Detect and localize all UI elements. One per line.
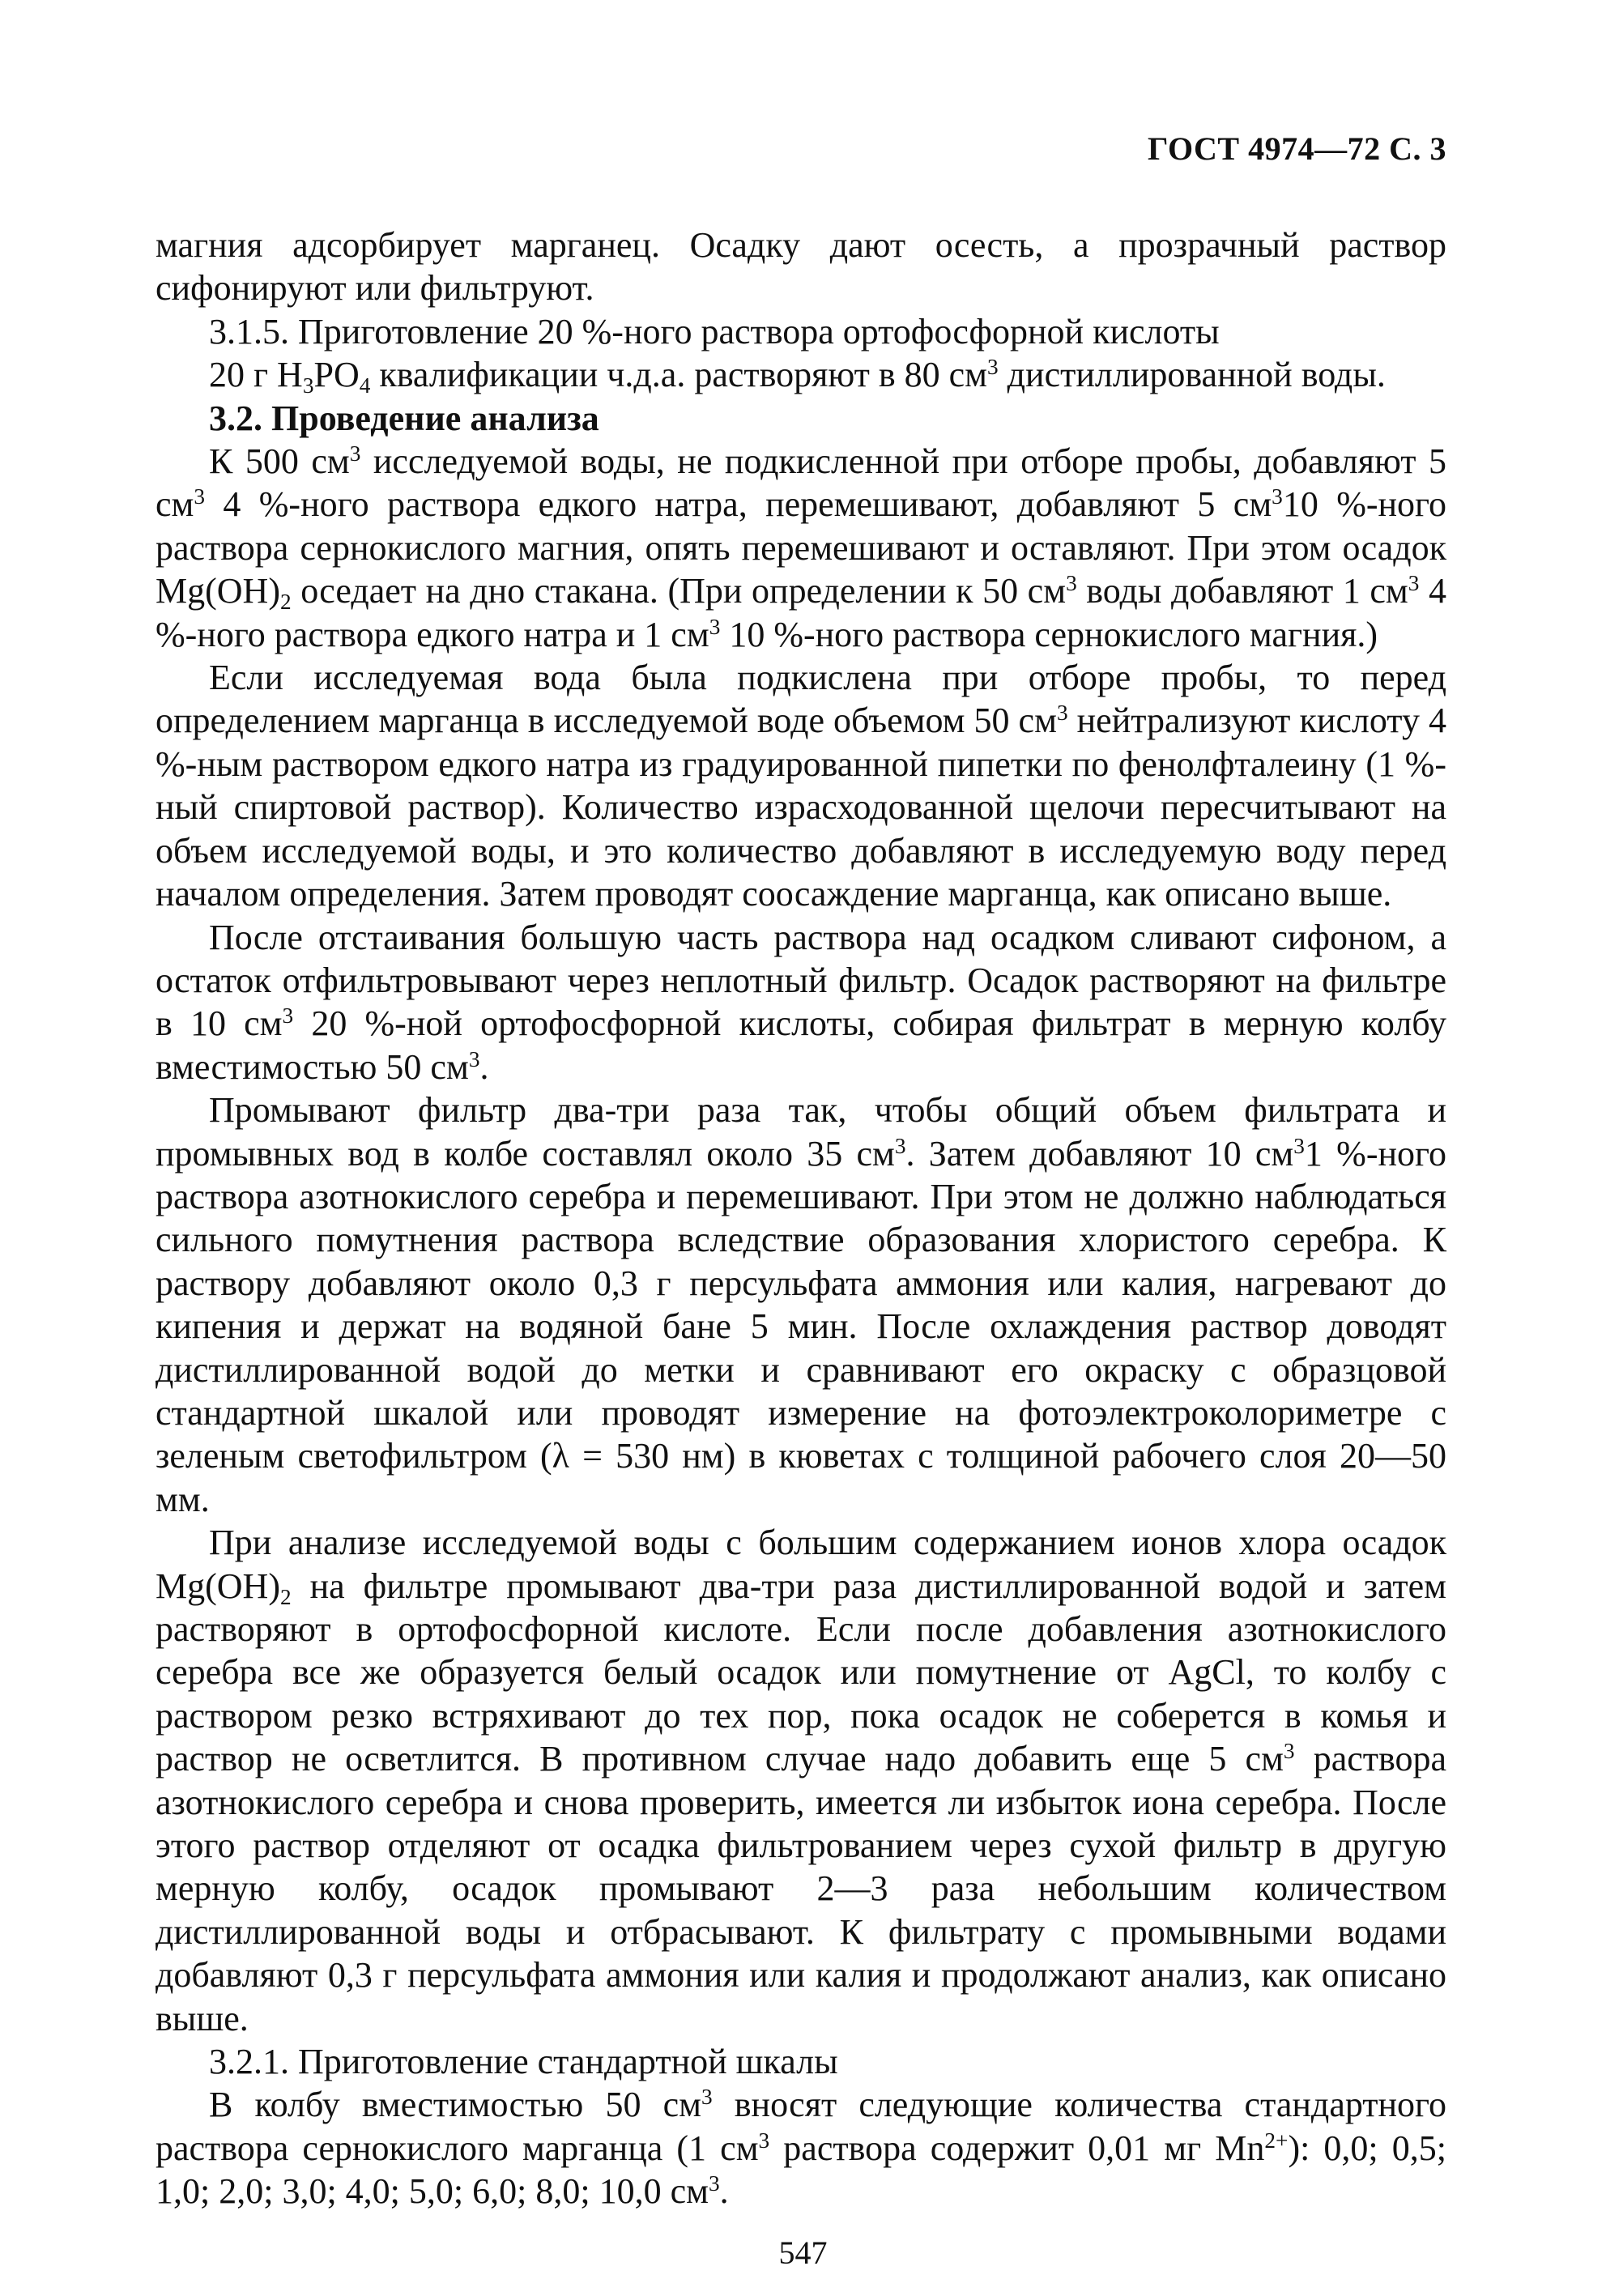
page-number: 547 <box>778 2234 828 2271</box>
paragraph-acidified-sample: Если исследуемая вода была подкислена при отборе пробы, то перед определением марганца в исследуемой воде объемом 50 $см^3$ нейтрализуют кислоту 4 %-ным раствором едкого натра из градуированной пипетки по фенолфталеину (1 %-ный спиртовой раствор). Количество израсходованной щелочи пересчитывают на объем исследуемой воды, и это количество добавляют в исследуемую воду перед началом определения. Затем проводят соосаждение марганца, как описано выше. <box>155 658 1446 914</box>
paragraph-continuation: магния адсорбирует марганец. Осадку дают осесть, а прозрачный раствор сифонируют или фильтруют. <box>155 225 1446 309</box>
paragraph-filter-wash: Промывают фильтр два-три раза так, чтобы общий объем фильтрата и промывных вод в колбе составлял около 35 $см^3$. Затем добавляют 10 $см^31$ %-ного раствора азотнокислого серебра и перемешивают. При этом не должно наблюдаться сильного помутнения раствора вследствие образования хлористого серебра. К раствору добавляют около 0,3 г персульфата аммония или калия, нагревают до кипения и держат на водяной бане 5 мин. После охлаждения раствор доводят дистиллированной водой до метки и сравнивают его окраску с образцовой стандартной шкалой или проводят измерение на фотоэлектроколориметре с зеленым светофильтром (λ = 530 нм) в кюветах с толщиной рабочего слоя 20—50 мм. <box>155 1090 1446 1519</box>
paragraph-settling: После отстаивания большую часть раствора над осадком сливают сифоном, а остаток отфильтровывают через неплотный фильтр. Осадок растворяют на фильтре в 10 $см^3$ 20 %-ной ортофосфорной кислоты, собирая фильтрат в мерную колбу вместимостью 50 $см^3$. <box>155 917 1446 1087</box>
subsection-3-1-5-heading: 3.1.5. Приготовление 20 %-ного раствора ортофосфорной кислоты <box>209 311 1220 351</box>
paragraph-standard-scale: В колбу вместимостью 50 $см^3$ вносят следующие количества стандартного раствора сернокислого марганца (1 $см^3$ раствора содержит 0,01 мг $Mn^{2+}$): 0,0; 0,5; 1,0; 2,0; 3,0; 4,0; 5,0; 6,0; 8,0; 10,0 $см^3$. <box>155 2085 1446 2212</box>
paragraph-analysis-procedure: К 500 $см^3$ исследуемой воды, не подкисленной при отборе пробы, добавляют 5 $см^3$ 4 %-ного раствора едкого натра, перемешивают, добавляют 5 $см^310$ %-ного раствора сернокислого магния, опять перемешивают и оставляют. При этом осадок $Mg(OH)_2$ оседает на дно стакана. (При определении к 50 $см^3$ воды добавляют 1 $см^3$ 4 %-ного раствора едкого натра и 1 $см^3$ 10 %-ного раствора сернокислого магния.) <box>155 441 1447 654</box>
section-3-2-heading: 3.2. Проведение анализа <box>209 398 599 438</box>
document-body <box>155 224 1446 2213</box>
subsection-3-2-1-heading: 3.2.1. Приготовление стандартной шкалы <box>209 2042 838 2082</box>
paragraph-phosphoric-acid: 20 г $H_3PO_4$ квалификации ч.д.а. растворяют в 80 $см^3$ дистиллированной воды. <box>209 355 1386 398</box>
paragraph-chloride-ions: При анализе исследуемой воды с большим содержанием ионов хлора осадок $Mg(OH)_2$ на фильтре промывают два-три раза дистиллированной водой и затем растворяют в ортофосфорной кислоте. Если после добавления азотнокислого серебра все же образуется белый осадок или помутнение от AgCl, то колбу с раствором резко встряхивают до тех пор, пока осадок не соберется в комья и раствор не осветлится. В противном случае надо добавить еще 5 $см^3$ раствора азотнокислого серебра и снова проверить, имеется ли избыток иона серебра. После этого раствор отделяют от осадка фильтрованием через сухой фильтр в другую мерную колбу, осадок промывают 2—3 раза небольшим количеством дистиллированной воды и отбрасывают. К фильтрату с промывными водами добавляют 0,3 г персульфата аммония или калия и продолжают анализ, как описано выше. <box>155 1523 1446 2038</box>
running-header: ГОСТ 4974—72 С. 3 <box>1147 130 1446 167</box>
